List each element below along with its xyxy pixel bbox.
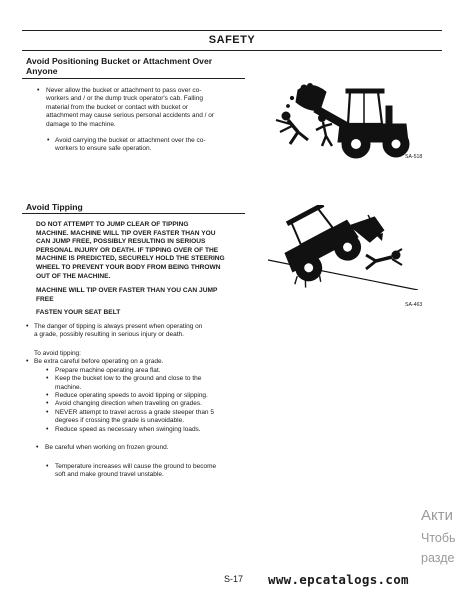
section2-heading-rule (22, 213, 245, 214)
bullet-marker: • (26, 323, 29, 330)
section2-bullet-line: Be extra careful before operating on a grade. (34, 358, 164, 366)
warning-caps-line: MACHINE IS PREDICTED, SECURELY HOLD THE STEERING (36, 255, 225, 263)
sub-bullet-marker: • (46, 408, 49, 416)
figure-id-sa518: SA-518 (405, 154, 423, 160)
warning-caps-line: PERSONAL INJURY OR DEATH. IF TIPPING OVER OF THE (36, 246, 219, 254)
section1-sub-line: Avoid carrying the bucket or attachment over the co- (55, 137, 206, 144)
section2-bullet-line: The danger of tipping is always present when operating on (34, 323, 203, 330)
warning-caps-line: MACHINE. MACHINE WILL TIP OVER FASTER THAN YOU (36, 229, 216, 237)
tipping-sub-item: machine. (55, 383, 82, 391)
footer-url-link[interactable]: www.epcatalogs.com (268, 572, 409, 587)
section1-bullet1-line: workers and / or the dump truck operator's cab. Falling (46, 95, 203, 103)
section2-heading: Avoid Tipping (26, 202, 83, 212)
sub-bullet-marker: • (46, 392, 49, 399)
warning-caps-line: FREE (36, 295, 54, 303)
sub-bullet-marker: • (46, 463, 49, 470)
tipping-sub-item: Reduce speed as necessary when swinging loads. (55, 425, 201, 433)
falling-rock (290, 96, 293, 99)
bullet-marker: • (37, 87, 40, 94)
section1-heading-line1: Avoid Positioning Bucket or Attachment Over (26, 56, 213, 66)
bullet-marker: • (26, 358, 29, 366)
worker-head (282, 112, 290, 120)
warning-caps-line: MACHINE WILL TIP OVER FASTER THAN YOU CAN JUMP (36, 287, 218, 294)
header-bottom-rule (22, 50, 442, 51)
bucket-over-worker-illustration (268, 80, 418, 160)
section1-bullet1-line: attachment may cause serious personal accidents and / or (46, 112, 215, 120)
to-avoid-tipping-label: To avoid tipping: (34, 350, 81, 357)
page-number: S-17 (224, 574, 244, 584)
tipping-machine-illustration (268, 205, 418, 290)
section1-bullet1-line: material from the bucket or contact with bucket or (46, 103, 188, 111)
sub-bullet-marker: • (46, 425, 49, 433)
cab-frame (348, 92, 382, 124)
sub-bullet-marker: • (46, 375, 49, 383)
warning-caps-line: OUT OF THE MACHINE. (36, 272, 111, 280)
tipping-sub-item: degrees if crossing the grade is unavoidable. (55, 417, 184, 425)
falling-rock (287, 105, 290, 108)
section1-heading-rule (22, 78, 245, 79)
tipping-sub-item: NEVER attempt to travel across a grade steeper than 5 (55, 408, 214, 416)
overlay-text-line: разде (421, 551, 455, 565)
section1-bullet1-line: Never allow the bucket or attachment to pass over co- (46, 87, 202, 94)
seat-belt-warning: FASTEN YOUR SEAT BELT (36, 309, 121, 316)
sub-bullet-marker: • (47, 137, 50, 144)
overlay-text-line: Акти (421, 507, 453, 524)
tipping-sub-item: Prepare machine operating area flat. (55, 366, 161, 374)
warning-caps-line: DO NOT ATTEMPT TO JUMP CLEAR OF TIPPING (36, 221, 189, 228)
section1-heading-line2: Anyone (26, 66, 58, 76)
raised-bucket (296, 85, 326, 110)
frozen-ground-sub-line: Temperature increases will cause the ground to become (55, 463, 217, 470)
section1-bullet1-line: damage to the machine. (46, 120, 116, 128)
frozen-ground-sub-line: soft and make ground travel unstable. (55, 471, 164, 479)
tipping-sub-item: Avoid changing direction when traveling on grades. (55, 400, 202, 408)
overlay-text-line: Чтобь (421, 531, 456, 545)
sub-bullet-marker: • (46, 400, 49, 408)
tipping-sub-item: Reduce operating speeds to avoid tipping or slipping. (55, 392, 208, 399)
page-title: SAFETY (208, 34, 256, 46)
bullet-marker: • (36, 444, 39, 451)
warning-caps-line: WHEEL TO PREVENT YOUR BODY FROM BEING THROWN (36, 264, 221, 271)
sub-bullet-marker: • (46, 366, 49, 374)
section2-bullet-line: a grade, possibly resulting in serious injury or death. (34, 331, 184, 339)
figure-id-sa463: SA-463 (405, 302, 423, 308)
tipping-sub-item: Keep the bucket low to the ground and close to the (55, 375, 202, 383)
section2-bullet-line: Be careful when working on frozen ground. (45, 444, 169, 451)
section1-sub-line: workers to ensure safe operation. (55, 145, 152, 153)
warning-caps-line: CAN JUMP FREE, POSSIBLY RESULTING IN SERIOUS (36, 238, 206, 246)
